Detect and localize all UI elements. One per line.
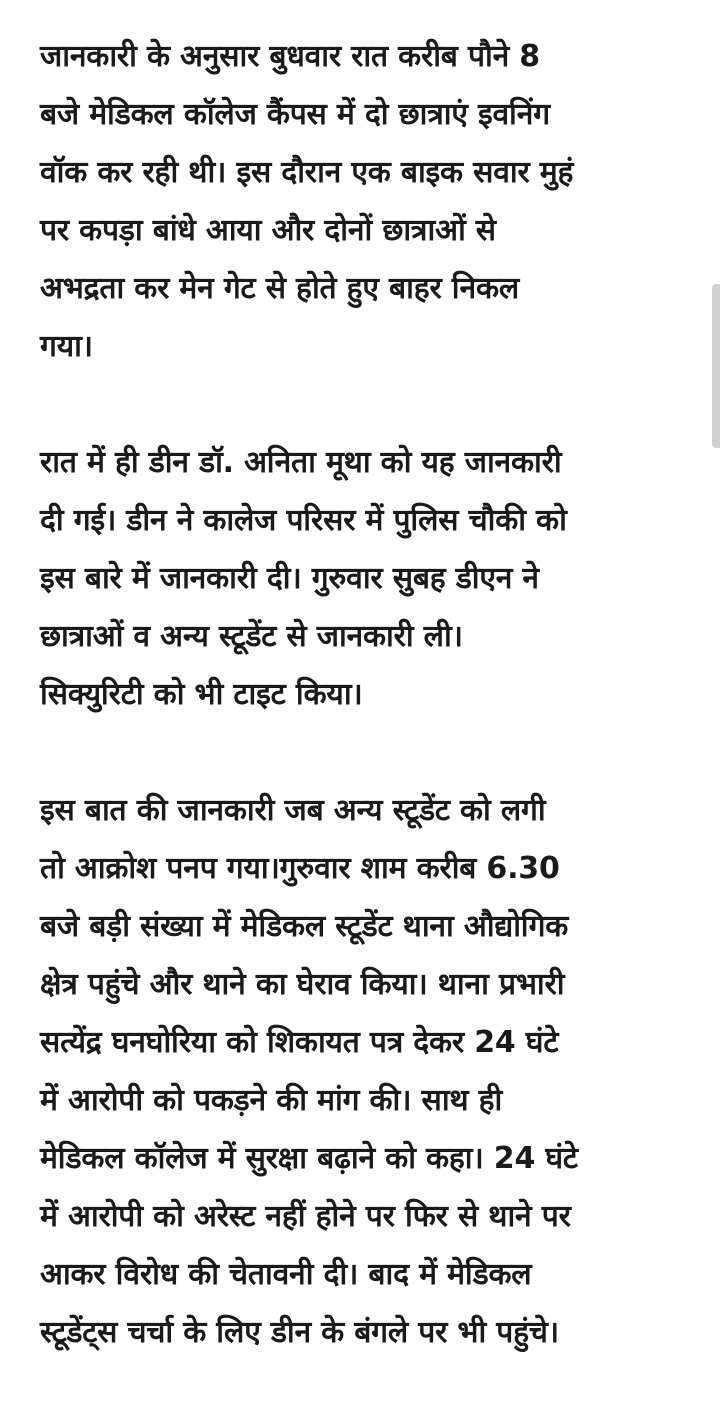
text-line: इस बात की जानकारी जब अन्य स्टूडेंट को लगी xyxy=(40,793,546,828)
text-line: छात्राओं व अन्य स्टूडेंट से जानकारी ली। xyxy=(40,619,463,654)
text-line: वॉक कर रही थी। इस दौरान एक बाइक सवार मुहं xyxy=(40,155,574,190)
text-line: बजे मेडिकल कॉलेज कैंपस में दो छात्राएं इवनिंग xyxy=(40,97,550,132)
text-line: में आरोपी को अरेस्ट नहीं होने पर फिर से थाने पर xyxy=(40,1199,571,1234)
text-line: दी गई। डीन ने कालेज परिसर में पुलिस चौकी को xyxy=(40,503,567,538)
text-line: बजे बड़ी संख्या में मेडिकल स्टूडेंट थाना औद्योगिक xyxy=(40,909,569,944)
article-body xyxy=(40,28,680,1420)
text-line: में आरोपी को पकड़ने की मांग की। साथ ही xyxy=(40,1083,503,1118)
scrollbar-thumb[interactable] xyxy=(712,284,720,448)
paragraph-2 xyxy=(40,434,680,724)
text-line: पर कपड़ा बांधे आया और दोनों छात्राओं से xyxy=(40,213,496,248)
paragraph-1 xyxy=(40,28,680,376)
text-line: सिक्युरिटी को भी टाइट किया। xyxy=(40,677,363,712)
text-line: इस बारे में जानकारी दी। गुरुवार सुबह डीएन ने xyxy=(40,561,539,596)
text-line: सत्येंद्र घनघोरिया को शिकायत पत्र देकर 24 घंटे xyxy=(40,1025,559,1060)
text-line: क्षेत्र पहुंचे और थाने का घेराव किया। थाना प्रभारी xyxy=(40,967,565,1002)
text-line: मेडिकल कॉलेज में सुरक्षा बढ़ाने को कहा। 24 घंटे xyxy=(40,1141,578,1176)
text-line: तो आक्रोश पनप गया।गुरुवार शाम करीब 6.30 xyxy=(40,851,560,886)
text-line: जानकारी के अनुसार बुधवार रात करीब पौने 8 xyxy=(40,39,540,74)
text-line: स्टूडेंट्स चर्चा के लिए डीन के बंगले पर भी पहुंचे। xyxy=(40,1315,559,1350)
text-line: आकर विरोध की चेतावनी दी। बाद में मेडिकल xyxy=(40,1257,532,1292)
text-line: रात में ही डीन डॉ. अनिता मूथा को यह जानकारी xyxy=(40,445,562,480)
paragraph-3 xyxy=(40,782,680,1362)
text-line: गया। xyxy=(40,329,93,364)
text-line: अभद्रता कर मेन गेट से होते हुए बाहर निकल xyxy=(40,271,519,306)
